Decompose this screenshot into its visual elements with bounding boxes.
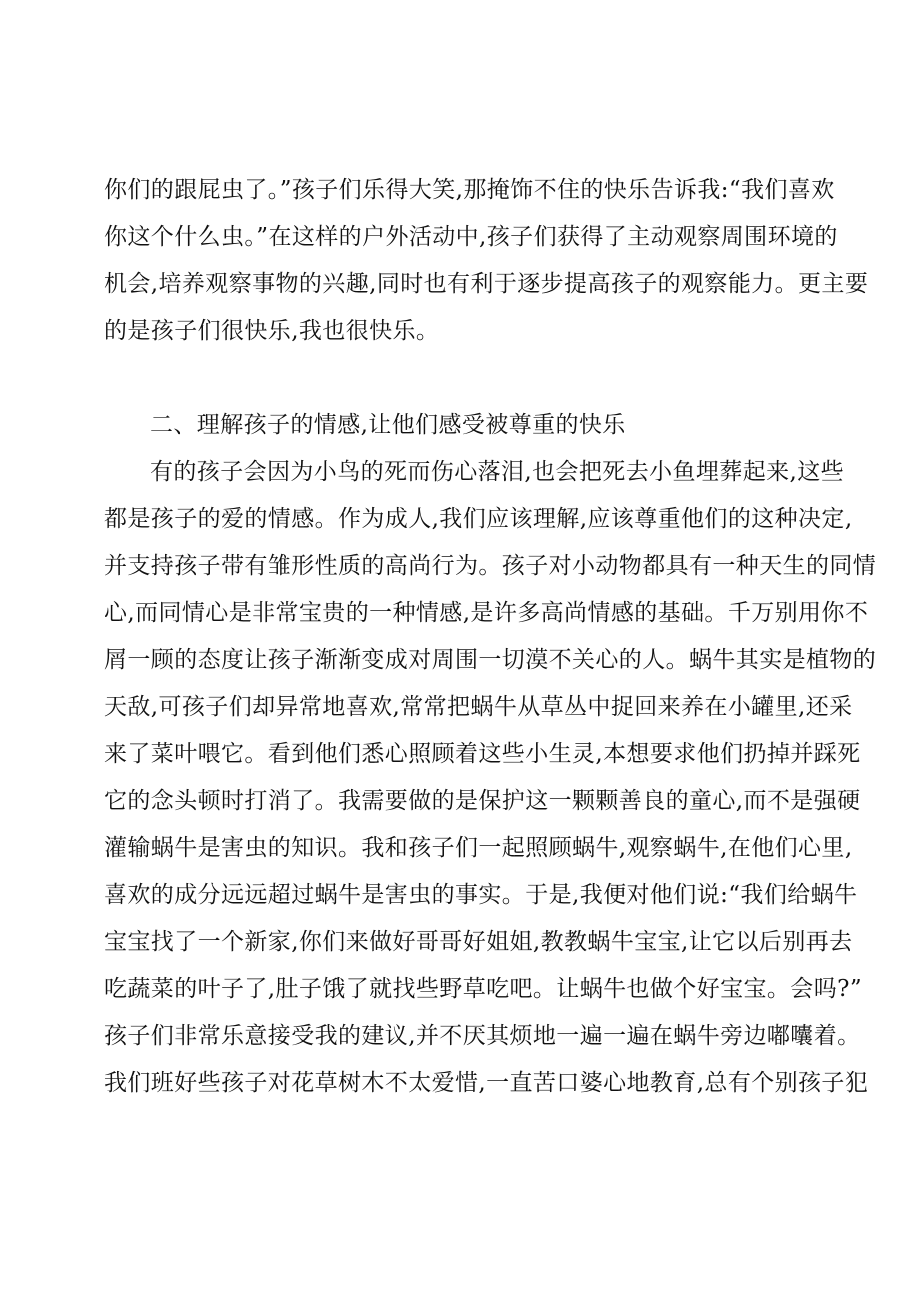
paragraph-1-line-2: 你这个什么虫。”在这样的户外活动中,孩子们获得了主动观察周围环境的 — [104, 224, 838, 250]
section-2-line-4: 心,而同情心是非常宝贵的一种情感,是许多高尚情感的基础。千万别用你不 — [104, 600, 869, 626]
paragraph-1-line-3: 机会,培养观察事物的兴趣,同时也有利于逐步提高孩子的观察能力。更主要 — [104, 271, 869, 297]
section-2-line-1: 有的孩子会因为小鸟的死而伤心落泪,也会把死去小鱼埋葬起来,这些 — [150, 459, 845, 485]
section-2-line-2: 都是孩子的爱的情感。作为成人,我们应该理解,应该尊重他们的这种决定, — [104, 506, 853, 532]
section-2-line-5: 屑一顾的态度让孩子渐渐变成对周围一切漠不关心的人。蜗牛其实是植物的 — [104, 647, 877, 673]
section-2-line-3: 并支持孩子带有雏形性质的高尚行为。孩子对小动物都具有一种天生的同情 — [104, 553, 877, 579]
section-2-line-7: 来了菜叶喂它。看到他们悉心照顾着这些小生灵,本想要求他们扔掉并踩死 — [104, 741, 861, 767]
paragraph-1-line-4: 的是孩子们很快乐,我也很快乐。 — [104, 318, 440, 344]
section-2-line-11: 宝宝找了一个新家,你们来做好哥哥好姐姐,教教蜗牛宝宝,让它以后别再去 — [104, 929, 853, 955]
section-2-line-10: 喜欢的成分远远超过蜗牛是害虫的事实。于是,我便对他们说:“我们给蜗牛 — [104, 882, 858, 908]
section-2-line-8: 它的念头顿时打消了。我需要做的是保护这一颗颗善良的童心,而不是强硬 — [104, 788, 861, 814]
section-2-line-13: 孩子们非常乐意接受我的建议,并不厌其烦地一遍一遍在蜗牛旁边嘟囔着。 — [104, 1023, 861, 1049]
section-2-heading: 二、理解孩子的情感,让他们感受被尊重的快乐 — [150, 412, 626, 438]
section-2-line-12: 吃蔬菜的叶子了,肚子饿了就找些野草吃吧。让蜗牛也做个好宝宝。会吗?” — [104, 976, 863, 1002]
paragraph-1-line-1: 你们的跟屁虫了。”孩子们乐得大笑,那掩饰不住的快乐告诉我:“我们喜欢 — [104, 177, 835, 203]
section-2-line-9: 灌输蜗牛是害虫的知识。我和孩子们一起照顾蜗牛,观察蜗牛,在他们心里, — [104, 835, 853, 861]
section-2-line-14: 我们班好些孩子对花草树木不太爱惜,一直苦口婆心地教育,总有个别孩子犯 — [104, 1070, 869, 1096]
section-2-line-6: 天敌,可孩子们却异常地喜欢,常常把蜗牛从草丛中捉回来养在小罐里,还采 — [104, 694, 853, 720]
